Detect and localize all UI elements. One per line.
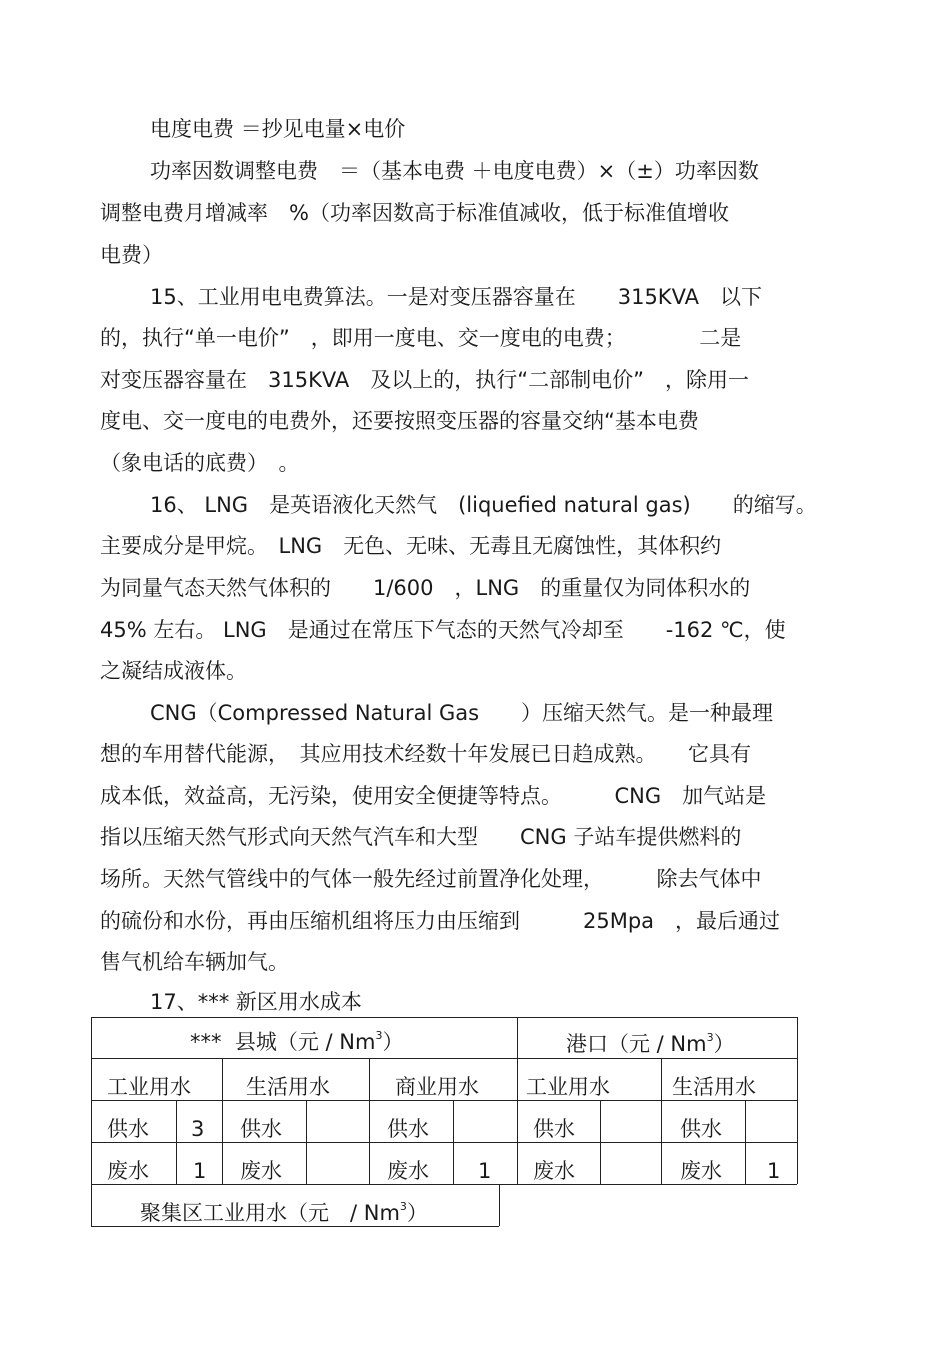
paragraph-line: 度电、交一度电的电费外，还要按照变压器的容量交纳“基本电费 bbox=[100, 409, 699, 433]
paragraph-line: 售气机给车辆加气。 bbox=[100, 950, 289, 974]
column-header-domestic: 生活用水 bbox=[246, 1075, 330, 1099]
paragraph-line: 想的车用替代能源， 其应用技术经数十年发展已日趋成熟。 它具有 bbox=[100, 742, 751, 766]
table-group-header-port: 港口（元 / Nm$^3$） bbox=[566, 1031, 735, 1056]
row-label-waste: 废水 bbox=[533, 1159, 575, 1183]
row-label-waste: 废水 bbox=[387, 1159, 429, 1183]
table-group-header-cluster: 聚集区工业用水（元 / Nm$^3$） bbox=[140, 1200, 428, 1225]
paragraph-line: 45% 左右。 LNG 是通过在常压下气态的天然气冷却至 -162 ℃，使 bbox=[100, 618, 786, 642]
table-cell-value: 1 bbox=[193, 1159, 207, 1183]
paragraph-line: 场所。天然气管线中的气体一般先经过前置净化处理， 除去气体中 bbox=[100, 867, 762, 891]
row-label-supply: 供水 bbox=[107, 1117, 149, 1141]
paragraph-line: 成本低，效益高，无污染，使用安全便捷等特点。 CNG 加气站是 bbox=[100, 784, 767, 808]
paragraph-line: 电度电费 ＝抄见电量×电价 bbox=[150, 117, 406, 141]
table-cell-value: 3 bbox=[191, 1117, 205, 1141]
column-header-domestic-port: 生活用水 bbox=[672, 1075, 756, 1099]
row-label-waste: 废水 bbox=[680, 1159, 722, 1183]
paragraph-line: 对变压器容量在 315KVA 及以上的，执行“二部制电价” ，除用一 bbox=[100, 368, 749, 392]
column-header-commercial: 商业用水 bbox=[395, 1075, 479, 1099]
column-header-industrial-port: 工业用水 bbox=[526, 1075, 610, 1099]
paragraph-line: CNG（Compressed Natural Gas ）压缩天然气。是一种最理 bbox=[150, 701, 774, 725]
paragraph-line: 调整电费月增减率 %（功率因数高于标准值减收，低于标准值增收 bbox=[100, 201, 729, 225]
row-label-supply: 供水 bbox=[533, 1117, 575, 1141]
row-label-waste: 废水 bbox=[107, 1159, 149, 1183]
paragraph-line: 之凝结成液体。 bbox=[100, 659, 247, 683]
row-label-supply: 供水 bbox=[387, 1117, 429, 1141]
paragraph-line: 的，执行“单一电价” ，即用一度电、交一度电的电费； 二是 bbox=[100, 326, 742, 350]
paragraph-line: 主要成分是甲烷。 LNG 无色、无味、无毒且无腐蚀性，其体积约 bbox=[100, 534, 722, 558]
paragraph-line: 16、 LNG 是英语液化天然气 (liquefied natural gas) 的缩写。 bbox=[150, 493, 817, 517]
column-header-industrial: 工业用水 bbox=[107, 1075, 191, 1099]
section-heading: 17、*** 新区用水成本 bbox=[150, 990, 362, 1014]
row-label-supply: 供水 bbox=[240, 1117, 282, 1141]
table-cell-value: 1 bbox=[767, 1159, 781, 1183]
paragraph-line: 的硫份和水份，再由压缩机组将压力由压缩到 25Mpa ，最后通过 bbox=[100, 909, 781, 933]
paragraph-line: （象电话的底费） 。 bbox=[100, 451, 300, 475]
paragraph-line: 15、工业用电电费算法。一是对变压器容量在 315KVA 以下 bbox=[150, 285, 762, 309]
paragraph-line: 功率因数调整电费 ＝（基本电费 ＋电度电费）×（±）功率因数 bbox=[150, 159, 759, 183]
paragraph-line: 为同量气态天然气体积的 1/600 ，LNG 的重量仅为同体积水的 bbox=[100, 576, 751, 600]
paragraph-line: 电费） bbox=[100, 243, 163, 267]
row-label-waste: 废水 bbox=[240, 1159, 282, 1183]
row-label-supply: 供水 bbox=[680, 1117, 722, 1141]
paragraph-line: 指以压缩天然气形式向天然气汽车和大型 CNG 子站车提供燃料的 bbox=[100, 825, 742, 849]
table-cell-value: 1 bbox=[478, 1159, 492, 1183]
table-group-header-county: *** 县城（元 / Nm$^3$） bbox=[190, 1029, 404, 1054]
